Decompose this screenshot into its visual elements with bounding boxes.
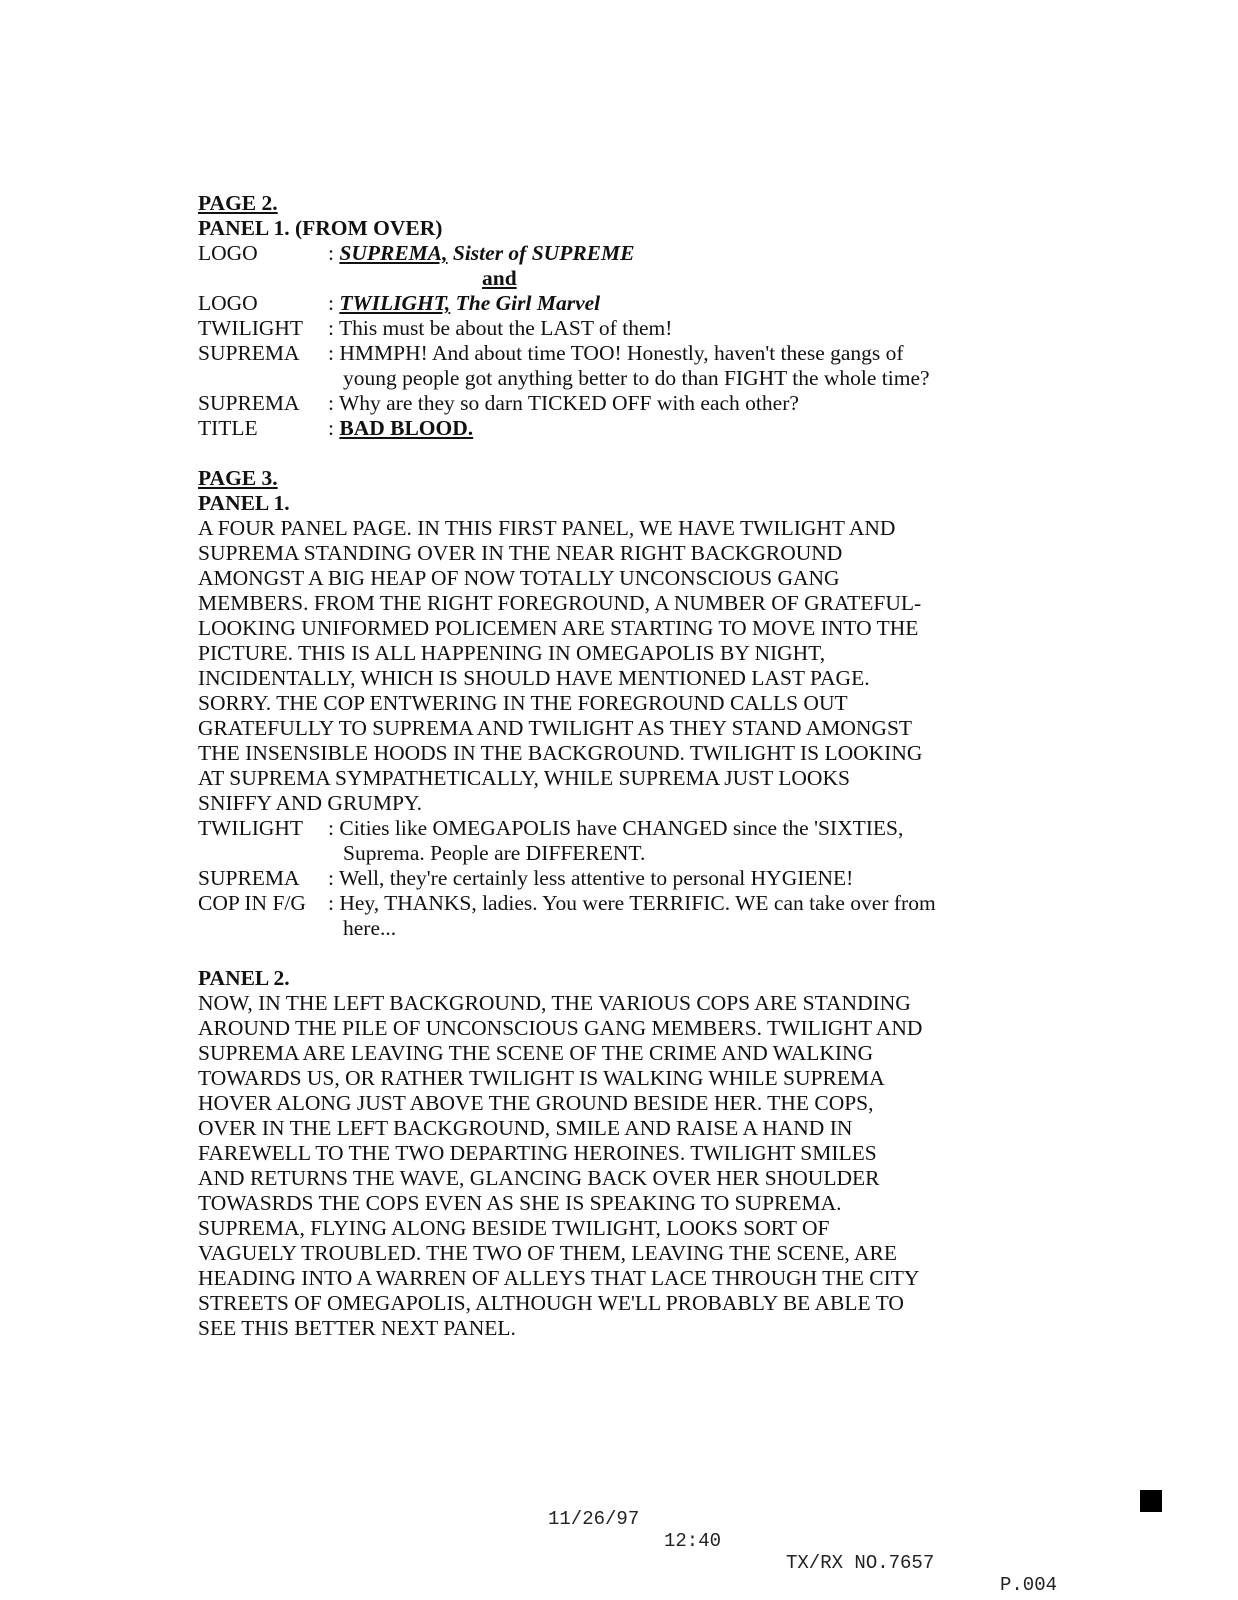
fax-mark: [1140, 1490, 1162, 1512]
speaker: LOGO: [198, 291, 258, 315]
logo-name: SUPREMA,: [339, 241, 448, 265]
description-line: SUPREMA STANDING OVER IN THE NEAR RIGHT BACKGROUND: [198, 541, 843, 565]
description-line: TOWARDS US, OR RATHER TWILIGHT IS WALKING WHILE SUPREMA: [198, 1066, 885, 1090]
dialogue-block: [198, 816, 936, 941]
dialogue-line: [198, 341, 936, 366]
story-title: BAD BLOOD.: [339, 416, 474, 440]
description-line: OVER IN THE LEFT BACKGROUND, SMILE AND RAISE A HAND IN: [198, 1116, 853, 1140]
fax-txrx: TX/RX NO.7657: [786, 1552, 935, 1574]
description-line: PICTURE. THIS IS ALL HAPPENING IN OMEGAPOLIS BY NIGHT,: [198, 641, 826, 665]
description-line: LOOKING UNIFORMED POLICEMEN ARE STARTING TO MOVE INTO THE: [198, 616, 919, 640]
speaker: SUPREMA: [198, 391, 300, 415]
description-line: TOWASRDS THE COPS EVEN AS SHE IS SPEAKING TO SUPREMA.: [198, 1191, 842, 1215]
dialogue-text: : HMMPH! And about time TOO! Honestly, haven't these gangs of: [328, 341, 904, 365]
fax-footer: [548, 1486, 1058, 1596]
page-heading: PAGE 2.: [198, 191, 278, 215]
dialogue-text: : Well, they're certainly less attentive to personal HYGIENE!: [328, 866, 854, 890]
description-line: VAGUELY TROUBLED. THE TWO OF THEM, LEAVING THE SCENE, ARE: [198, 1241, 897, 1265]
dialogue-text: : Cities like OMEGAPOLIS have CHANGED since the 'SIXTIES,: [328, 816, 904, 840]
panel-heading: PANEL 1. (FROM OVER): [198, 216, 443, 240]
description-line: INCIDENTALLY, WHICH IS SHOULD HAVE MENTIONED LAST PAGE.: [198, 666, 870, 690]
speaker: TWILIGHT: [198, 316, 304, 340]
fax-time: 12:40: [664, 1530, 722, 1552]
dialogue-text: : Why are they so darn TICKED OFF with each other?: [328, 391, 799, 415]
panel-heading: PANEL 2.: [198, 966, 290, 990]
title-text: : BAD BLOOD.: [328, 416, 474, 440]
description-line: SORRY. THE COP ENTWERING IN THE FOREGROUND CALLS OUT: [198, 691, 848, 715]
description-line: SUPREMA, FLYING ALONG BESIDE TWILIGHT, LOOKS SORT OF: [198, 1216, 830, 1240]
and-text: and: [482, 266, 517, 290]
speaker: SUPREMA: [198, 341, 300, 365]
title-line: [198, 416, 936, 441]
dialogue-text: : Hey, THANKS, ladies. You were TERRIFIC. WE can take over from: [328, 891, 936, 915]
description-line: HOVER ALONG JUST ABOVE THE GROUND BESIDE HER. THE COPS,: [198, 1091, 874, 1115]
fax-page: P.004: [1000, 1574, 1058, 1596]
dialogue-text: : This must be about the LAST of them!: [328, 316, 673, 340]
dialogue-line: [198, 891, 936, 916]
description-line: SEE THIS BETTER NEXT PANEL.: [198, 1316, 516, 1340]
description-line: SNIFFY AND GRUMPY.: [198, 791, 423, 815]
logo-text: : TWILIGHT, The Girl Marvel: [328, 291, 601, 315]
description-line: AMONGST A BIG HEAP OF NOW TOTALLY UNCONSCIOUS GANG: [198, 566, 840, 590]
description-line: AT SUPREMA SYMPATHETICALLY, WHILE SUPREMA JUST LOOKS: [198, 766, 850, 790]
logo-rest: The Girl Marvel: [450, 291, 601, 315]
description-line: MEMBERS. FROM THE RIGHT FOREGROUND, A NUMBER OF GRATEFUL-: [198, 591, 922, 615]
speaker: SUPREMA: [198, 866, 300, 890]
speaker: LOGO: [198, 241, 258, 265]
dialogue-line: [198, 316, 936, 341]
description-line: AROUND THE PILE OF UNCONSCIOUS GANG MEMBERS. TWILIGHT AND: [198, 1016, 923, 1040]
page-heading: PAGE 3.: [198, 466, 278, 490]
description-line: AND RETURNS THE WAVE, GLANCING BACK OVER HER SHOULDER: [198, 1166, 880, 1190]
description-line: A FOUR PANEL PAGE. IN THIS FIRST PANEL, WE HAVE TWILIGHT AND: [198, 516, 896, 540]
logo-rest: Sister of SUPREME: [447, 241, 635, 265]
description-line: GRATEFULLY TO SUPREMA AND TWILIGHT AS THEY STAND AMONGST: [198, 716, 913, 740]
script-page: [198, 191, 936, 1341]
speaker: COP IN F/G: [198, 891, 306, 915]
logo-text: : SUPREMA, Sister of SUPREME: [328, 241, 635, 265]
description-line: THE INSENSIBLE HOODS IN THE BACKGROUND. TWILIGHT IS LOOKING: [198, 741, 923, 765]
dialogue-line: [198, 866, 936, 891]
description-line: HEADING INTO A WARREN OF ALLEYS THAT LACE THROUGH THE CITY: [198, 1266, 920, 1290]
panel-description: [198, 516, 936, 816]
dialogue-continuation: here...: [343, 916, 397, 940]
logo-line: [198, 241, 936, 266]
logo-line: [198, 291, 936, 316]
description-line: NOW, IN THE LEFT BACKGROUND, THE VARIOUS COPS ARE STANDING: [198, 991, 911, 1015]
dialogue-line: [198, 391, 936, 416]
panel-heading: PANEL 1.: [198, 491, 290, 515]
dialogue-line: [198, 816, 936, 841]
dialogue-continuation: young people got anything better to do than FIGHT the whole time?: [343, 366, 930, 390]
logo-name: TWILIGHT,: [339, 291, 451, 315]
and-line: [198, 266, 936, 291]
dialogue-continuation: Suprema. People are DIFFERENT.: [343, 841, 646, 865]
dialogue-block: [198, 316, 936, 416]
speaker: TWILIGHT: [198, 816, 304, 840]
fax-date: 11/26/97: [548, 1508, 640, 1530]
speaker: TITLE: [198, 416, 258, 440]
description-line: STREETS OF OMEGAPOLIS, ALTHOUGH WE'LL PROBABLY BE ABLE TO: [198, 1291, 904, 1315]
description-line: FAREWELL TO THE TWO DEPARTING HEROINES. TWILIGHT SMILES: [198, 1141, 877, 1165]
description-line: SUPREMA ARE LEAVING THE SCENE OF THE CRIME AND WALKING: [198, 1041, 874, 1065]
panel-description: [198, 991, 936, 1341]
